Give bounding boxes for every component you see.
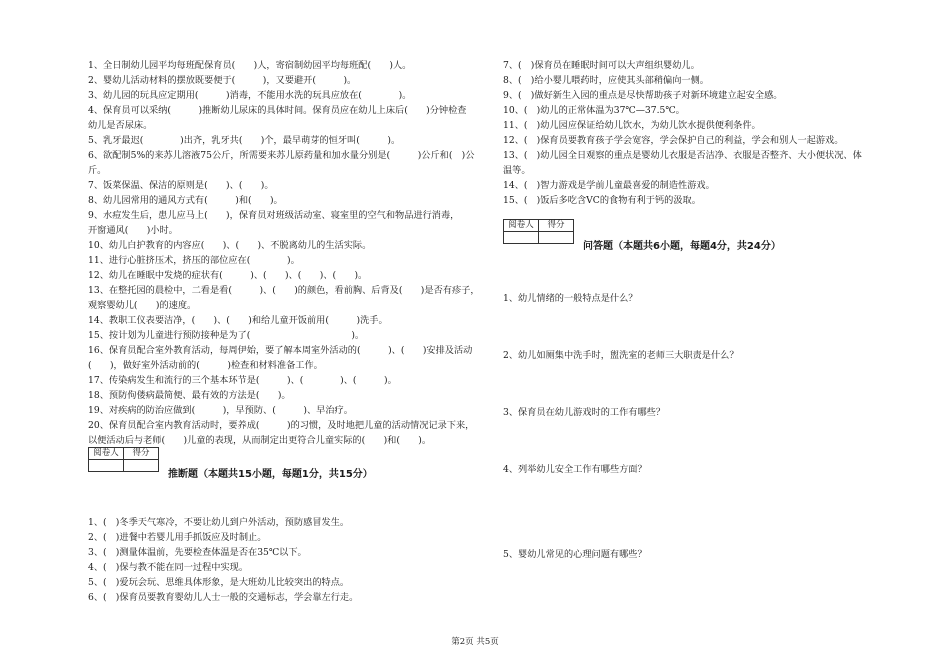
question-line: 1、全日制幼儿园平均每班配保育员( )人，寄宿制幼园平均每班配( )人。 bbox=[88, 60, 412, 71]
score-table-cell bbox=[539, 232, 574, 244]
judge-item: 1、( )冬季天气寒冷，不要让幼儿到户外活动，预防感冒发生。 bbox=[88, 517, 350, 528]
question-line: 6、欲配制5%的来苏儿溶液75公斤，所需要来苏儿原药量和加水量分别是( )公斤和( )公 bbox=[88, 150, 475, 161]
judge-item: 4、( )保与教不能在同一过程中实现。 bbox=[88, 562, 249, 573]
judge-item: 10、( )幼儿的正常体温为37℃—37.5℃。 bbox=[503, 105, 685, 116]
qa-question: 3、保育员在幼儿游戏时的工作有哪些？ bbox=[503, 407, 666, 418]
question-line: 20、保育员配合室内教育活动时，要养成( )的习惯，及时地把儿童的活动情况记录下来， bbox=[88, 420, 475, 431]
qa-question: 2、幼儿如厕集中洗手时，盥洗室的老师三大职责是什么？ bbox=[503, 350, 739, 361]
question-line: 4、保育员可以采纳( )推断幼儿尿床的具体时间。保育员应在幼儿上床后( )分钟检查 bbox=[88, 105, 467, 116]
question-line: 2、婴幼儿活动材料的摆放既要便于( )，又要避开( )。 bbox=[88, 75, 357, 86]
question-line: 16、保育员配合室外教育活动，每周伊始，要了解本周室外活动的( )、( )安排及活动 bbox=[88, 345, 473, 356]
question-line: 开窗通风( )小时。 bbox=[88, 225, 178, 236]
judge-item: 8、( )给小婴儿喂药时，应使其头部稍偏向一侧。 bbox=[503, 75, 709, 86]
question-line: 5、乳牙最迟( )出齐，乳牙共( )个，最早萌芽的恒牙叫( )。 bbox=[88, 135, 401, 146]
question-line: 斤。 bbox=[88, 165, 107, 176]
judge-section-left bbox=[88, 515, 483, 605]
question-line: 11、进行心脏挤压术，挤压的部位应在( )。 bbox=[88, 255, 300, 266]
question-line: 幼儿是否尿床。 bbox=[88, 120, 153, 131]
score-table-cell bbox=[124, 460, 159, 472]
judge-item: 13、( )幼儿园全日观察的重点是婴幼儿衣服是否洁净、衣服是否整齐、大小便状况、体 bbox=[503, 150, 862, 161]
score-table-header-score: 得分 bbox=[539, 220, 574, 232]
judge-item: 7、( )保育员在睡眠时间可以大声组织婴幼儿。 bbox=[503, 60, 700, 71]
fill-blank-section-left bbox=[88, 58, 483, 448]
judge-item: 11、( )幼儿园应保证给幼儿饮水，为幼儿饮水提供便利条件。 bbox=[503, 120, 761, 131]
question-line: 15、按计划为儿童进行预防接种是为了( )。 bbox=[88, 330, 365, 341]
question-line: 18、预防佝偻病最简便、最有效的方法是( )。 bbox=[88, 390, 291, 401]
question-line: 3、幼儿园的玩具应定期用( )消毒，不能用水洗的玩具应放在( )。 bbox=[88, 90, 412, 101]
question-line: 以便活动后与老师( )儿童的表现，从而制定出更符合儿童实际的( )和( )。 bbox=[88, 435, 432, 446]
judge-item: 3、( )测量体温前，先要检查体温是否在35℃以下。 bbox=[88, 547, 307, 558]
score-table-cell bbox=[89, 460, 124, 472]
qa-question: 4、列举幼儿安全工作有哪些方面？ bbox=[503, 464, 647, 475]
question-line: 19、对疾病的防治应做到( )，早预防、( )、早治疗。 bbox=[88, 405, 353, 416]
judge-item: 2、( )进餐中若婴儿用手抓饭应及时制止。 bbox=[88, 532, 267, 543]
question-line: 7、饭菜保温、保洁的原则是( )、( )。 bbox=[88, 180, 274, 191]
judge-item: 6、( )保育员要教育婴幼儿人士一般的交通标志，学会靠左行走。 bbox=[88, 592, 359, 603]
score-table-header-grader: 阅卷人 bbox=[89, 448, 124, 460]
question-line: 观察婴幼儿( )的速度。 bbox=[88, 300, 197, 311]
question-line: 14、教职工仪表要洁净，( )、( )和给儿童开饭前用( )洗手。 bbox=[88, 315, 388, 326]
qa-question: 1、幼儿情绪的一般特点是什么？ bbox=[503, 293, 638, 304]
score-table-qa bbox=[503, 219, 574, 244]
judge-item: 15、( )饭后多吃含VC的食物有利于钙的汲取。 bbox=[503, 195, 701, 206]
score-table-cell bbox=[504, 232, 539, 244]
question-line: 17、传染病发生和流行的三个基本环节是( )、( )、( )。 bbox=[88, 375, 397, 386]
judge-item: 14、( )智力游戏是学前儿童最喜爱的制造性游戏。 bbox=[503, 180, 715, 191]
question-line: 9、水痘发生后，患儿应马上( )，保育员对班级活动室、寝室里的空气和物品进行消毒， bbox=[88, 210, 460, 221]
question-line: 13、在整托园的晨检中，二看是看( )、( )的颜色，看前胸、后背及( )是否有疹子， bbox=[88, 285, 480, 296]
question-line: ( )，做好室外活动前的( )检查和材料准备工作。 bbox=[88, 360, 323, 371]
qa-question: 5、婴幼儿常见的心理问题有哪些？ bbox=[503, 549, 647, 560]
score-table-judge bbox=[88, 447, 159, 472]
judge-section-right bbox=[503, 58, 903, 208]
question-line: 8、幼儿园常用的通风方式有( )和( )。 bbox=[88, 195, 283, 206]
qa-section-title: 问答题（本题共6小题，每题4分，共24分） bbox=[583, 241, 781, 252]
question-line: 10、幼儿白护教育的内容应( )、( )、不脱离幼儿的生活实际。 bbox=[88, 240, 372, 251]
judge-item: 9、( )做好新生入园的重点是尽快帮助孩子对新环境建立起安全感。 bbox=[503, 90, 783, 101]
judge-item: 温等。 bbox=[503, 165, 531, 176]
judge-item: 12、( )保育员要教育孩子学会宽容，学会保护自己的利益，学会和别人一起游戏。 bbox=[503, 135, 844, 146]
judge-section-title: 推断题（本题共15小题，每题1分，共15分） bbox=[168, 469, 373, 480]
score-table-header-score: 得分 bbox=[124, 448, 159, 460]
page-number: 第2页 共5页 bbox=[451, 637, 499, 647]
score-table-header-grader: 阅卷人 bbox=[504, 220, 539, 232]
question-line: 12、幼儿在睡眠中发烧的症状有( )、( )、( )、( )。 bbox=[88, 270, 368, 281]
judge-item: 5、( )爱玩会玩、思维具体形象，是大班幼儿比较突出的特点。 bbox=[88, 577, 350, 588]
